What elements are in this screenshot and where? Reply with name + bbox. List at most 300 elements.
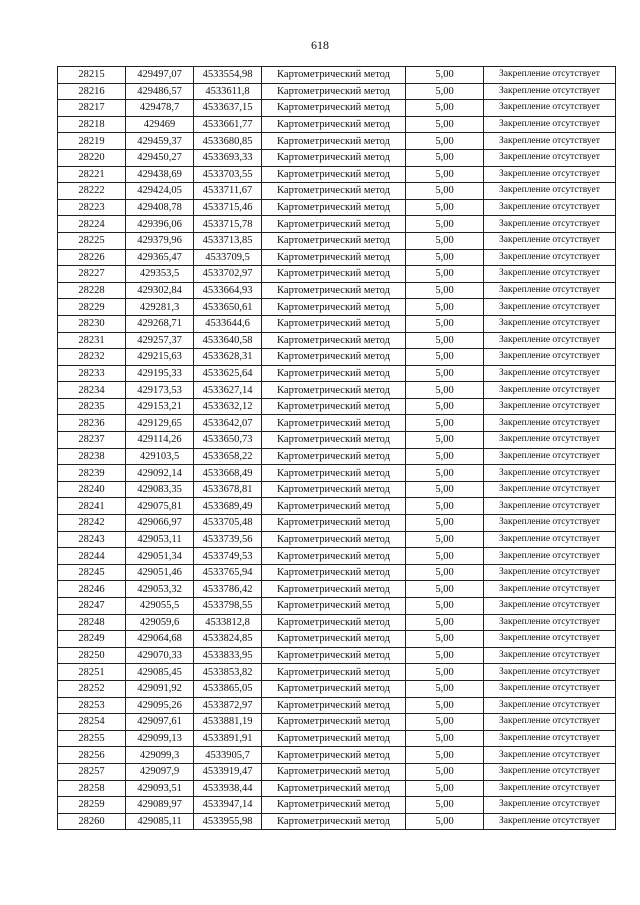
accuracy-cell: 5,00 [406,730,484,747]
accuracy-cell: 5,00 [406,797,484,814]
y-coordinate-cell: 4533891,91 [194,730,262,747]
table-row [58,349,616,366]
accuracy-cell: 5,00 [406,548,484,565]
x-coordinate-cell: 429365,47 [126,249,194,266]
fixation-note-cell: Закрепление отсутствует [484,432,616,449]
y-coordinate-cell: 4533833,95 [194,647,262,664]
table-row [58,564,616,581]
x-coordinate-cell: 429070,33 [126,647,194,664]
method-cell: Картометрический метод [262,149,406,166]
fixation-note-cell: Закрепление отсутствует [484,581,616,598]
table-row [58,631,616,648]
method-cell: Картометрический метод [262,199,406,216]
table-row [58,598,616,615]
method-cell: Картометрический метод [262,614,406,631]
point-number-cell: 28240 [58,481,126,498]
fixation-note-cell: Закрепление отсутствует [484,133,616,150]
point-number-cell: 28260 [58,813,126,830]
fixation-note-cell: Закрепление отсутствует [484,166,616,183]
method-cell: Картометрический метод [262,382,406,399]
method-cell: Картометрический метод [262,349,406,366]
fixation-note-cell: Закрепление отсутствует [484,266,616,283]
y-coordinate-cell: 4533678,81 [194,481,262,498]
x-coordinate-cell: 429195,33 [126,365,194,382]
point-number-cell: 28218 [58,116,126,133]
x-coordinate-cell: 429353,5 [126,266,194,283]
point-number-cell: 28226 [58,249,126,266]
y-coordinate-cell: 4533872,97 [194,697,262,714]
table-row [58,216,616,233]
x-coordinate-cell: 429408,78 [126,199,194,216]
x-coordinate-cell: 429097,9 [126,763,194,780]
point-number-cell: 28244 [58,548,126,565]
x-coordinate-cell: 429085,11 [126,813,194,830]
point-number-cell: 28230 [58,315,126,332]
accuracy-cell: 5,00 [406,249,484,266]
x-coordinate-cell: 429085,45 [126,664,194,681]
y-coordinate-cell: 4533709,5 [194,249,262,266]
x-coordinate-cell: 429066,97 [126,515,194,532]
y-coordinate-cell: 4533611,8 [194,83,262,100]
y-coordinate-cell: 4533715,46 [194,199,262,216]
method-cell: Картометрический метод [262,598,406,615]
accuracy-cell: 5,00 [406,349,484,366]
accuracy-cell: 5,00 [406,116,484,133]
x-coordinate-cell: 429478,7 [126,100,194,117]
fixation-note-cell: Закрепление отсутствует [484,647,616,664]
point-number-cell: 28227 [58,266,126,283]
fixation-note-cell: Закрепление отсутствует [484,531,616,548]
method-cell: Картометрический метод [262,697,406,714]
table-row [58,813,616,830]
x-coordinate-cell: 429083,35 [126,481,194,498]
fixation-note-cell: Закрепление отсутствует [484,481,616,498]
fixation-note-cell: Закрепление отсутствует [484,548,616,565]
x-coordinate-cell: 429469 [126,116,194,133]
point-number-cell: 28234 [58,382,126,399]
method-cell: Картометрический метод [262,100,406,117]
point-number-cell: 28255 [58,730,126,747]
y-coordinate-cell: 4533786,42 [194,581,262,598]
y-coordinate-cell: 4533689,49 [194,498,262,515]
method-cell: Картометрический метод [262,647,406,664]
table-row [58,763,616,780]
method-cell: Картометрический метод [262,664,406,681]
y-coordinate-cell: 4533715,78 [194,216,262,233]
fixation-note-cell: Закрепление отсутствует [484,332,616,349]
accuracy-cell: 5,00 [406,332,484,349]
table-row [58,183,616,200]
method-cell: Картометрический метод [262,531,406,548]
accuracy-cell: 5,00 [406,598,484,615]
y-coordinate-cell: 4533824,85 [194,631,262,648]
x-coordinate-cell: 429099,3 [126,747,194,764]
x-coordinate-cell: 429095,26 [126,697,194,714]
x-coordinate-cell: 429379,96 [126,232,194,249]
fixation-note-cell: Закрепление отсутствует [484,349,616,366]
point-number-cell: 28223 [58,199,126,216]
method-cell: Картометрический метод [262,498,406,515]
method-cell: Картометрический метод [262,83,406,100]
method-cell: Картометрический метод [262,432,406,449]
fixation-note-cell: Закрепление отсутствует [484,813,616,830]
page-number: 618 [311,38,329,52]
accuracy-cell: 5,00 [406,515,484,532]
point-number-cell: 28259 [58,797,126,814]
x-coordinate-cell: 429064,68 [126,631,194,648]
point-number-cell: 28217 [58,100,126,117]
point-number-cell: 28215 [58,67,126,84]
x-coordinate-cell: 429053,32 [126,581,194,598]
y-coordinate-cell: 4533739,56 [194,531,262,548]
fixation-note-cell: Закрепление отсутствует [484,282,616,299]
y-coordinate-cell: 4533680,85 [194,133,262,150]
table-row [58,531,616,548]
x-coordinate-cell: 429173,53 [126,382,194,399]
y-coordinate-cell: 4533798,55 [194,598,262,615]
table-row [58,67,616,84]
table-row [58,432,616,449]
point-number-cell: 28221 [58,166,126,183]
fixation-note-cell: Закрепление отсутствует [484,498,616,515]
table-row [58,116,616,133]
fixation-note-cell: Закрепление отсутствует [484,448,616,465]
table-row [58,83,616,100]
table-row [58,581,616,598]
x-coordinate-cell: 429302,84 [126,282,194,299]
table-row [58,548,616,565]
point-number-cell: 28220 [58,149,126,166]
point-number-cell: 28257 [58,763,126,780]
y-coordinate-cell: 4533640,58 [194,332,262,349]
accuracy-cell: 5,00 [406,166,484,183]
accuracy-cell: 5,00 [406,432,484,449]
y-coordinate-cell: 4533865,05 [194,680,262,697]
table-row [58,232,616,249]
table-row [58,481,616,498]
x-coordinate-cell: 429103,5 [126,448,194,465]
table-row [58,249,616,266]
fixation-note-cell: Закрепление отсутствует [484,199,616,216]
point-number-cell: 28222 [58,183,126,200]
method-cell: Картометрический метод [262,232,406,249]
x-coordinate-cell: 429089,97 [126,797,194,814]
table-row [58,382,616,399]
fixation-note-cell: Закрепление отсутствует [484,515,616,532]
x-coordinate-cell: 429459,37 [126,133,194,150]
method-cell: Картометрический метод [262,481,406,498]
table-row [58,199,616,216]
table-row [58,398,616,415]
y-coordinate-cell: 4533905,7 [194,747,262,764]
point-number-cell: 28235 [58,398,126,415]
method-cell: Картометрический метод [262,797,406,814]
y-coordinate-cell: 4533711,67 [194,183,262,200]
fixation-note-cell: Закрепление отсутствует [484,183,616,200]
method-cell: Картометрический метод [262,465,406,482]
accuracy-cell: 5,00 [406,697,484,714]
accuracy-cell: 5,00 [406,531,484,548]
fixation-note-cell: Закрепление отсутствует [484,598,616,615]
method-cell: Картометрический метод [262,714,406,731]
x-coordinate-cell: 429114,26 [126,432,194,449]
fixation-note-cell: Закрепление отсутствует [484,116,616,133]
table-row [58,680,616,697]
x-coordinate-cell: 429075,81 [126,498,194,515]
accuracy-cell: 5,00 [406,315,484,332]
accuracy-cell: 5,00 [406,813,484,830]
table-row [58,448,616,465]
accuracy-cell: 5,00 [406,415,484,432]
point-number-cell: 28253 [58,697,126,714]
fixation-note-cell: Закрепление отсутствует [484,149,616,166]
fixation-note-cell: Закрепление отсутствует [484,763,616,780]
method-cell: Картометрический метод [262,332,406,349]
fixation-note-cell: Закрепление отсутствует [484,780,616,797]
method-cell: Картометрический метод [262,581,406,598]
method-cell: Картометрический метод [262,415,406,432]
y-coordinate-cell: 4533938,44 [194,780,262,797]
method-cell: Картометрический метод [262,67,406,84]
accuracy-cell: 5,00 [406,498,484,515]
accuracy-cell: 5,00 [406,149,484,166]
point-number-cell: 28238 [58,448,126,465]
method-cell: Картометрический метод [262,631,406,648]
fixation-note-cell: Закрепление отсутствует [484,697,616,714]
accuracy-cell: 5,00 [406,780,484,797]
accuracy-cell: 5,00 [406,448,484,465]
y-coordinate-cell: 4533554,98 [194,67,262,84]
table-row [58,664,616,681]
y-coordinate-cell: 4533650,61 [194,299,262,316]
point-number-cell: 28248 [58,614,126,631]
method-cell: Картометрический метод [262,365,406,382]
method-cell: Картометрический метод [262,515,406,532]
table-row [58,647,616,664]
point-number-cell: 28224 [58,216,126,233]
table-row [58,299,616,316]
table-row [58,282,616,299]
x-coordinate-cell: 429051,46 [126,564,194,581]
point-number-cell: 28241 [58,498,126,515]
point-number-cell: 28247 [58,598,126,615]
point-number-cell: 28245 [58,564,126,581]
table-row [58,100,616,117]
fixation-note-cell: Закрепление отсутствует [484,465,616,482]
accuracy-cell: 5,00 [406,216,484,233]
point-number-cell: 28250 [58,647,126,664]
accuracy-cell: 5,00 [406,299,484,316]
y-coordinate-cell: 4533661,77 [194,116,262,133]
accuracy-cell: 5,00 [406,581,484,598]
y-coordinate-cell: 4533703,55 [194,166,262,183]
y-coordinate-cell: 4533693,33 [194,149,262,166]
method-cell: Картометрический метод [262,548,406,565]
point-number-cell: 28243 [58,531,126,548]
method-cell: Картометрический метод [262,564,406,581]
table-row [58,332,616,349]
point-number-cell: 28254 [58,714,126,731]
accuracy-cell: 5,00 [406,382,484,399]
table-row [58,415,616,432]
point-number-cell: 28232 [58,349,126,366]
point-number-cell: 28258 [58,780,126,797]
table-row [58,515,616,532]
point-number-cell: 28236 [58,415,126,432]
point-number-cell: 28231 [58,332,126,349]
table-row [58,697,616,714]
table-row [58,315,616,332]
point-number-cell: 28237 [58,432,126,449]
point-number-cell: 28251 [58,664,126,681]
accuracy-cell: 5,00 [406,199,484,216]
x-coordinate-cell: 429424,05 [126,183,194,200]
table-row [58,166,616,183]
fixation-note-cell: Закрепление отсутствует [484,730,616,747]
x-coordinate-cell: 429097,61 [126,714,194,731]
point-number-cell: 28228 [58,282,126,299]
fixation-note-cell: Закрепление отсутствует [484,83,616,100]
fixation-note-cell: Закрепление отсутствует [484,797,616,814]
table-row [58,266,616,283]
method-cell: Картометрический метод [262,116,406,133]
table-body [58,67,616,830]
y-coordinate-cell: 4533632,12 [194,398,262,415]
y-coordinate-cell: 4533658,22 [194,448,262,465]
point-number-cell: 28246 [58,581,126,598]
x-coordinate-cell: 429051,34 [126,548,194,565]
point-number-cell: 28256 [58,747,126,764]
coordinates-table [57,66,616,830]
fixation-note-cell: Закрепление отсутствует [484,680,616,697]
point-number-cell: 28252 [58,680,126,697]
fixation-note-cell: Закрепление отсутствует [484,382,616,399]
x-coordinate-cell: 429055,5 [126,598,194,615]
accuracy-cell: 5,00 [406,183,484,200]
x-coordinate-cell: 429268,71 [126,315,194,332]
point-number-cell: 28229 [58,299,126,316]
accuracy-cell: 5,00 [406,481,484,498]
fixation-note-cell: Закрепление отсутствует [484,299,616,316]
accuracy-cell: 5,00 [406,100,484,117]
accuracy-cell: 5,00 [406,747,484,764]
fixation-note-cell: Закрепление отсутствует [484,315,616,332]
accuracy-cell: 5,00 [406,365,484,382]
x-coordinate-cell: 429059,6 [126,614,194,631]
point-number-cell: 28216 [58,83,126,100]
point-number-cell: 28233 [58,365,126,382]
fixation-note-cell: Закрепление отсутствует [484,664,616,681]
accuracy-cell: 5,00 [406,67,484,84]
table-row [58,730,616,747]
accuracy-cell: 5,00 [406,564,484,581]
table-row [58,780,616,797]
x-coordinate-cell: 429215,63 [126,349,194,366]
x-coordinate-cell: 429497,07 [126,67,194,84]
accuracy-cell: 5,00 [406,664,484,681]
accuracy-cell: 5,00 [406,83,484,100]
y-coordinate-cell: 4533881,19 [194,714,262,731]
accuracy-cell: 5,00 [406,465,484,482]
accuracy-cell: 5,00 [406,133,484,150]
fixation-note-cell: Закрепление отсутствует [484,614,616,631]
fixation-note-cell: Закрепление отсутствует [484,216,616,233]
x-coordinate-cell: 429099,13 [126,730,194,747]
y-coordinate-cell: 4533644,6 [194,315,262,332]
y-coordinate-cell: 4533668,49 [194,465,262,482]
table-row [58,149,616,166]
table-row [58,498,616,515]
fixation-note-cell: Закрепление отсутствует [484,365,616,382]
table-row [58,797,616,814]
y-coordinate-cell: 4533664,93 [194,282,262,299]
point-number-cell: 28242 [58,515,126,532]
method-cell: Картометрический метод [262,216,406,233]
x-coordinate-cell: 429053,11 [126,531,194,548]
y-coordinate-cell: 4533625,64 [194,365,262,382]
method-cell: Картометрический метод [262,680,406,697]
point-number-cell: 28225 [58,232,126,249]
method-cell: Картометрический метод [262,249,406,266]
x-coordinate-cell: 429091,92 [126,680,194,697]
method-cell: Картометрический метод [262,398,406,415]
table-row [58,365,616,382]
y-coordinate-cell: 4533713,85 [194,232,262,249]
method-cell: Картометрический метод [262,133,406,150]
method-cell: Картометрический метод [262,183,406,200]
method-cell: Картометрический метод [262,780,406,797]
point-number-cell: 28219 [58,133,126,150]
x-coordinate-cell: 429438,69 [126,166,194,183]
accuracy-cell: 5,00 [406,680,484,697]
accuracy-cell: 5,00 [406,282,484,299]
accuracy-cell: 5,00 [406,631,484,648]
x-coordinate-cell: 429281,3 [126,299,194,316]
fixation-note-cell: Закрепление отсутствует [484,100,616,117]
fixation-note-cell: Закрепление отсутствует [484,415,616,432]
x-coordinate-cell: 429093,51 [126,780,194,797]
y-coordinate-cell: 4533955,98 [194,813,262,830]
method-cell: Картометрический метод [262,813,406,830]
fixation-note-cell: Закрепление отсутствует [484,631,616,648]
x-coordinate-cell: 429450,27 [126,149,194,166]
accuracy-cell: 5,00 [406,714,484,731]
fixation-note-cell: Закрепление отсутствует [484,398,616,415]
accuracy-cell: 5,00 [406,614,484,631]
accuracy-cell: 5,00 [406,763,484,780]
y-coordinate-cell: 4533702,97 [194,266,262,283]
method-cell: Картометрический метод [262,747,406,764]
y-coordinate-cell: 4533642,07 [194,415,262,432]
method-cell: Картометрический метод [262,315,406,332]
method-cell: Картометрический метод [262,166,406,183]
x-coordinate-cell: 429153,21 [126,398,194,415]
table-row [58,133,616,150]
x-coordinate-cell: 429257,37 [126,332,194,349]
fixation-note-cell: Закрепление отсутствует [484,714,616,731]
fixation-note-cell: Закрепление отсутствует [484,67,616,84]
accuracy-cell: 5,00 [406,647,484,664]
y-coordinate-cell: 4533628,31 [194,349,262,366]
y-coordinate-cell: 4533853,82 [194,664,262,681]
table-row [58,747,616,764]
x-coordinate-cell: 429486,57 [126,83,194,100]
fixation-note-cell: Закрепление отсутствует [484,249,616,266]
fixation-note-cell: Закрепление отсутствует [484,232,616,249]
y-coordinate-cell: 4533650,73 [194,432,262,449]
y-coordinate-cell: 4533627,14 [194,382,262,399]
accuracy-cell: 5,00 [406,232,484,249]
